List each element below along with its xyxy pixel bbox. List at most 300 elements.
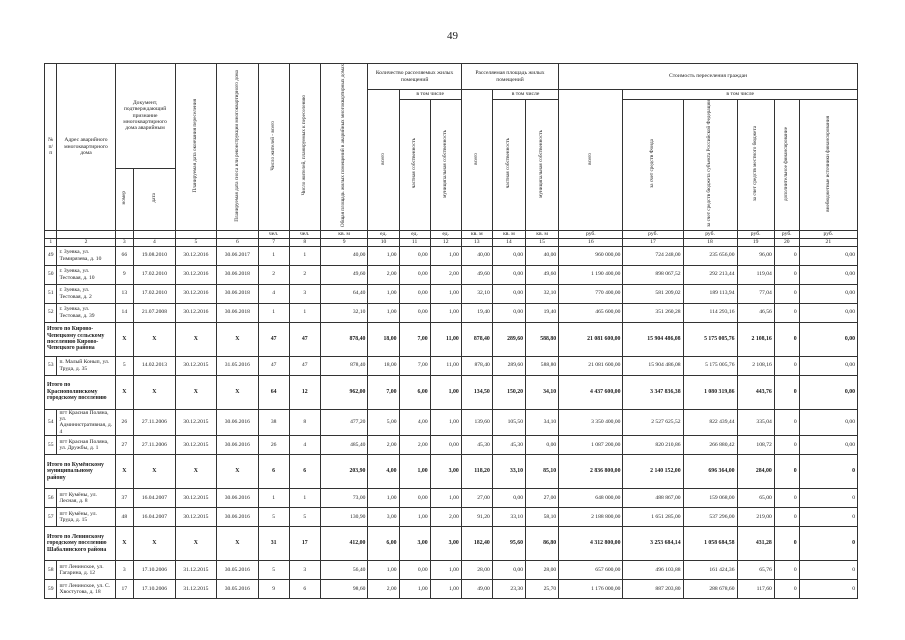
table-cell: 0 [774, 265, 799, 284]
unit-cell: руб. [737, 230, 774, 238]
table-cell: 58,10 [526, 508, 559, 527]
unit-cell: кв. м [492, 230, 525, 238]
table-cell: 1,00 [430, 580, 461, 599]
table-row [45, 580, 858, 599]
table-cell: 14.02.2013 [134, 356, 175, 375]
table-cell: 0,00 [399, 265, 430, 284]
table-cell: 1,00 [368, 284, 399, 303]
table-cell: 28,00 [461, 561, 492, 580]
address-cell: пгт Красная Поляна, ул. Административная, д. 4 [57, 409, 115, 436]
table-cell: 57 [45, 508, 57, 527]
table-cell: 0 [799, 489, 857, 508]
table-cell: 878,40 [461, 356, 492, 375]
table-cell: 0 [799, 508, 857, 527]
table-cell: 65,00 [737, 489, 774, 508]
header-rooms-private: частная собственность [399, 100, 430, 230]
table-cell: 32,10 [526, 284, 559, 303]
table-cell: 289,60 [492, 356, 525, 375]
table-cell: 0,00 [526, 436, 559, 455]
address-cell: г. Зуевка, ул. Тестовая, д. 39 [57, 303, 115, 322]
address-cell: пгт Ленинское, ул. Гагарина, д. 12 [57, 561, 115, 580]
table-cell: 31.05.2016 [217, 356, 258, 375]
table-cell: 820 210,86 [623, 436, 683, 455]
header-cost-fund: за счет средств Фонда [623, 100, 683, 230]
table-cell: 49,60 [526, 265, 559, 284]
table-cell: 45,30 [492, 436, 525, 455]
table-row [45, 246, 858, 265]
table-cell: 5 [115, 356, 134, 375]
table-cell: 0,00 [399, 284, 430, 303]
table-cell: 1,00 [368, 246, 399, 265]
subtotal-label: Итого по Кумёнскому муниципальному району [45, 455, 116, 489]
table-cell: 581 209,02 [623, 284, 683, 303]
table-cell: 18,00 [368, 356, 399, 375]
page-number: 49 [447, 30, 458, 42]
header-rooms-including: в том числе [399, 90, 461, 100]
table-cell: 31 [258, 527, 289, 561]
address-cell: п. Малый Конып, ул. Труда, д. 35 [57, 356, 115, 375]
table-cell: 55 [45, 436, 57, 455]
table-cell: 30.06.2018 [217, 265, 258, 284]
table-cell: 9 [115, 265, 134, 284]
table-cell: 27.11.2006 [134, 436, 175, 455]
table-cell: 0,00 [799, 284, 857, 303]
column-number: 2 [57, 238, 115, 246]
table-cell: 488 867,00 [623, 489, 683, 508]
table-cell: 3 253 684,14 [623, 527, 683, 561]
table-cell: X [115, 375, 134, 409]
table-cell: 49,00 [461, 580, 492, 599]
column-number: 15 [526, 238, 559, 246]
unit-cell: чел. [289, 230, 320, 238]
table-cell: 4 [289, 436, 320, 455]
table-cell: 4,00 [368, 455, 399, 489]
table-cell: 54 [45, 409, 57, 436]
column-number: 3 [115, 238, 134, 246]
table-cell: 21 081 600,00 [559, 356, 623, 375]
table-cell: 8 [289, 409, 320, 436]
table-cell: 288 678,60 [683, 580, 737, 599]
column-number: 19 [737, 238, 774, 246]
table-cell: 96,00 [737, 246, 774, 265]
column-number: 8 [289, 238, 320, 246]
unit-cell: ед. [368, 230, 399, 238]
table-cell: 1,00 [430, 246, 461, 265]
table-cell: 16.04.2007 [134, 489, 175, 508]
address-cell: пгт Кумёны, ул. Лесная, д. 8 [57, 489, 115, 508]
table-cell: 2 [258, 265, 289, 284]
table-cell: 13 [115, 284, 134, 303]
table-row [45, 303, 858, 322]
table-row [45, 409, 858, 436]
table-cell: 34,10 [526, 409, 559, 436]
table-cell: 0,00 [399, 246, 430, 265]
table-cell: 73,00 [320, 489, 368, 508]
table-cell: 0,00 [399, 561, 430, 580]
header-group-cost: Стоимость переселения граждан [559, 64, 858, 90]
table-cell: 878,40 [320, 356, 368, 375]
table-cell: 11,00 [430, 322, 461, 356]
table-cell: 150,20 [492, 375, 525, 409]
table-cell: 898 067,52 [623, 265, 683, 284]
table-cell: 4 [258, 284, 289, 303]
table-cell: 0,00 [799, 436, 857, 455]
table-cell: X [115, 455, 134, 489]
table-cell: 30.12.2015 [175, 508, 216, 527]
table-cell: 0 [774, 303, 799, 322]
table-cell: 1,00 [430, 561, 461, 580]
table-cell: 30.05.2016 [217, 561, 258, 580]
table-cell: 2 140 152,00 [623, 455, 683, 489]
table-cell: 5 175 005,76 [683, 322, 737, 356]
table-cell: 17.10.2006 [134, 561, 175, 580]
column-number: 14 [492, 238, 525, 246]
table-cell: 30.12.2015 [175, 489, 216, 508]
column-number: 10 [368, 238, 399, 246]
table-cell: 1 [258, 246, 289, 265]
table-cell: 0 [774, 527, 799, 561]
table-cell: 1,00 [430, 303, 461, 322]
table-cell: 1 058 684,58 [683, 527, 737, 561]
table-cell: 50 [45, 265, 57, 284]
header-address: Адрес аварийного многоквартирного дома [57, 64, 115, 231]
table-cell: 98,60 [320, 580, 368, 599]
table-cell: 3 347 836,38 [623, 375, 683, 409]
table-cell: X [134, 322, 175, 356]
header-planned-relocation: Планируемая дата окончания переселения [175, 64, 216, 231]
subtotal-label: Итого по Кирово-Чепецкому сельскому поселению Кирово-Чепецкого района [45, 322, 116, 356]
table-cell: 1,00 [399, 580, 430, 599]
table-cell: 6 [289, 580, 320, 599]
table-cell: 0 [774, 455, 799, 489]
subtotal-row [45, 322, 858, 356]
table-cell: 161 424,36 [683, 561, 737, 580]
table-cell: 0,00 [799, 322, 857, 356]
table-cell: 16.04.2007 [134, 508, 175, 527]
table-cell: 130,90 [320, 508, 368, 527]
table-cell: 2 836 800,00 [559, 455, 623, 489]
table-cell: 289,60 [492, 322, 525, 356]
table-cell: 648 000,00 [559, 489, 623, 508]
table-cell: 0,00 [799, 375, 857, 409]
table-cell: 2 188 800,00 [559, 508, 623, 527]
table-cell: 0 [774, 356, 799, 375]
table-cell: 496 103,88 [623, 561, 683, 580]
table-cell: 696 364,00 [683, 455, 737, 489]
address-cell: г. Зуевка, ул. Тимирязева, д. 10 [57, 246, 115, 265]
table-cell: 30.12.2016 [175, 284, 216, 303]
table-cell: 588,80 [526, 322, 559, 356]
header-cost-extra: дополнительное финансирование [774, 100, 799, 230]
column-number: 4 [134, 238, 175, 246]
table-cell: 30.06.2018 [217, 303, 258, 322]
table-cell: 0 [774, 508, 799, 527]
table-cell: 19,40 [526, 303, 559, 322]
table-cell: 412,00 [320, 527, 368, 561]
table-cell: 30.12.2015 [175, 409, 216, 436]
table-cell: 3 [115, 561, 134, 580]
table-cell: 17.10.2006 [134, 580, 175, 599]
table-cell: 3,00 [368, 508, 399, 527]
table-cell: 2,00 [368, 265, 399, 284]
table-cell: 5 [258, 561, 289, 580]
column-number: 12 [430, 238, 461, 246]
header-area-municipal: муниципальная собственность [526, 100, 559, 230]
table-cell: 822 439,44 [683, 409, 737, 436]
table-cell: 19.08.2010 [134, 246, 175, 265]
table-cell: 30.06.2016 [217, 409, 258, 436]
table-cell: 0 [774, 284, 799, 303]
table-cell: X [217, 375, 258, 409]
table-cell: 6 [258, 455, 289, 489]
table-cell: 17.02.2010 [134, 265, 175, 284]
table-cell: 1 [289, 303, 320, 322]
subtotal-row [45, 375, 858, 409]
table-cell: 30.06.2018 [217, 284, 258, 303]
table-cell: 91,20 [461, 508, 492, 527]
table-cell: 15 904 486,08 [623, 356, 683, 375]
table-row [45, 356, 858, 375]
table-cell: 40,00 [320, 246, 368, 265]
table-cell: 3 [289, 561, 320, 580]
table-cell: 485,40 [320, 436, 368, 455]
table-cell: 1,00 [430, 489, 461, 508]
table-cell: 105,50 [492, 409, 525, 436]
table-cell: 58 [45, 561, 57, 580]
header-doc-number: номер [115, 168, 134, 230]
header-document: Документ, подтверждающий признание многоквартирного дома аварийным [115, 64, 175, 169]
table-row [45, 265, 858, 284]
table-cell: 1,00 [430, 409, 461, 436]
table-cell: 49,60 [320, 265, 368, 284]
table-cell: 537 296,00 [683, 508, 737, 527]
table-cell: 0,00 [430, 436, 461, 455]
table-cell: 878,40 [320, 322, 368, 356]
table-cell: 0,00 [492, 303, 525, 322]
table-cell: X [134, 455, 175, 489]
table-cell: 465 600,00 [559, 303, 623, 322]
table-cell: 64 [258, 375, 289, 409]
header-rooms-municipal: муниципальная собственность [430, 100, 461, 230]
table-cell: 30.12.2016 [175, 246, 216, 265]
table-cell: 3,00 [430, 527, 461, 561]
table-cell: 0,00 [399, 303, 430, 322]
table-cell: 3,00 [399, 527, 430, 561]
table-cell: 1 [289, 246, 320, 265]
table-cell: 588,80 [526, 356, 559, 375]
table-cell: 51 [45, 284, 57, 303]
unit-cell: ед. [430, 230, 461, 238]
table-cell: 15 904 486,08 [623, 322, 683, 356]
table-cell: 31.12.2015 [175, 580, 216, 599]
subtotal-label: Итого по Краснополянскому городскому поселению [45, 375, 116, 409]
address-cell: пгт Ленинское, ул. С. Хвостугова, д. 18 [57, 580, 115, 599]
table-cell: 351 260,28 [623, 303, 683, 322]
table-cell: 47 [289, 356, 320, 375]
table-row [45, 508, 858, 527]
table-cell: 5 175 005,76 [683, 356, 737, 375]
table-cell: 33,10 [492, 455, 525, 489]
header-residents: Число жителей - всего [258, 64, 289, 231]
table-cell: X [134, 375, 175, 409]
table-cell: 18,00 [368, 322, 399, 356]
unit-cell: руб. [774, 230, 799, 238]
table-cell: 7,00 [368, 375, 399, 409]
table-cell: 0 [774, 246, 799, 265]
header-planned-demolition: Планируемая дата сноса или реконструкции многоквартирного дома [217, 64, 258, 231]
table-cell: 59 [45, 580, 57, 599]
table-cell: 0,00 [799, 265, 857, 284]
table-cell: 1 [289, 489, 320, 508]
table-cell: 0 [774, 409, 799, 436]
column-number: 18 [683, 238, 737, 246]
table-cell: 139,60 [461, 409, 492, 436]
header-area-private: частная собственность [492, 100, 525, 230]
table-cell: 3 350 400,00 [559, 409, 623, 436]
table-cell: 0 [799, 561, 857, 580]
table-cell: 28,00 [526, 561, 559, 580]
table-cell: 1 651 285,00 [623, 508, 683, 527]
table-cell: 4 312 800,00 [559, 527, 623, 561]
table-cell: 1 190 400,00 [559, 265, 623, 284]
table-cell: 40,00 [526, 246, 559, 265]
table-cell: 5 [258, 508, 289, 527]
unit-cell: руб. [799, 230, 857, 238]
table-cell: 86,80 [526, 527, 559, 561]
table-cell: 118,20 [461, 455, 492, 489]
table-cell: 27,00 [461, 489, 492, 508]
table-cell: 0 [799, 455, 857, 489]
table-row [45, 436, 858, 455]
table-cell: 30.12.2015 [175, 436, 216, 455]
table-cell: X [115, 527, 134, 561]
unit-cell: кв. м [526, 230, 559, 238]
table-cell: 17.02.2010 [134, 284, 175, 303]
unit-cell: ед. [399, 230, 430, 238]
table-cell: 1,00 [430, 375, 461, 409]
header-cost-including: в том числе [623, 90, 858, 100]
table-cell: 1 176 000,00 [559, 580, 623, 599]
column-number: 9 [320, 238, 368, 246]
table-cell: 25,70 [526, 580, 559, 599]
header-cost-total: всего [559, 90, 623, 231]
table-cell: 77,04 [737, 284, 774, 303]
table-cell: 17 [289, 527, 320, 561]
column-number: 20 [774, 238, 799, 246]
table-cell: 0,00 [799, 356, 857, 375]
header-cost-local: за счет средств местного бюджета [737, 100, 774, 230]
table-cell: 1 [258, 303, 289, 322]
table-cell: 47 [258, 356, 289, 375]
table-cell: X [175, 455, 216, 489]
table-cell: 26 [258, 436, 289, 455]
table-cell: X [217, 455, 258, 489]
table-cell: 5,00 [368, 409, 399, 436]
table-cell: 1 [258, 489, 289, 508]
address-cell: пгт Кумёны, ул. Труда, д. 15 [57, 508, 115, 527]
table-cell: 292 213,44 [683, 265, 737, 284]
table-cell: 114 293,16 [683, 303, 737, 322]
unit-cell: кв. м [320, 230, 368, 238]
table-cell: 1 087 200,00 [559, 436, 623, 455]
table-cell: 34,10 [526, 375, 559, 409]
table-cell: 477,20 [320, 409, 368, 436]
table-cell: 0,00 [799, 246, 857, 265]
table-cell: 219,00 [737, 508, 774, 527]
table-cell: 21.07.2008 [134, 303, 175, 322]
table-cell: 2 108,16 [737, 356, 774, 375]
table-cell: 108,72 [737, 436, 774, 455]
unit-cell: руб. [623, 230, 683, 238]
table-cell: 0 [799, 527, 857, 561]
table-cell: 30.12.2016 [175, 265, 216, 284]
table-cell: 1,00 [368, 561, 399, 580]
table-cell: 30.06.2017 [217, 246, 258, 265]
table-cell: 30.12.2015 [175, 356, 216, 375]
column-number: 6 [217, 238, 258, 246]
table-cell: X [217, 322, 258, 356]
table-cell: 2 527 625,52 [623, 409, 683, 436]
column-number: 5 [175, 238, 216, 246]
table-cell: 0 [774, 561, 799, 580]
table-cell: 2 [289, 265, 320, 284]
address-cell: г. Зуевка, ул. Тестовая, д. 10 [57, 265, 115, 284]
table-cell: 0,00 [799, 409, 857, 436]
header-total-area: Общая площадь жилых помещений в аварийных многоквартирных домах [320, 64, 368, 231]
table-cell: 47 [258, 322, 289, 356]
table-cell: 0 [774, 436, 799, 455]
table-cell: 2,00 [430, 508, 461, 527]
unit-cell: руб. [683, 230, 737, 238]
table-cell: 27,00 [526, 489, 559, 508]
table-cell: 0,00 [492, 561, 525, 580]
table-cell: 48 [115, 508, 134, 527]
table-cell: 37 [115, 489, 134, 508]
table-cell: 203,90 [320, 455, 368, 489]
unit-cell: руб. [559, 230, 623, 238]
table-cell: 14 [115, 303, 134, 322]
column-number: 1 [45, 238, 57, 246]
table-cell: 657 600,00 [559, 561, 623, 580]
table-cell: 32,10 [320, 303, 368, 322]
table-cell: 335,04 [737, 409, 774, 436]
table-cell: 31.12.2015 [175, 561, 216, 580]
column-number: 17 [623, 238, 683, 246]
table-cell: 0 [799, 580, 857, 599]
table-cell: 21 081 600,00 [559, 322, 623, 356]
table-cell: 235 656,00 [683, 246, 737, 265]
column-number: 11 [399, 238, 430, 246]
subtotal-row [45, 455, 858, 489]
header-group-rooms: Количество расселяемых жилых помещений [368, 64, 461, 90]
table-cell: 0,00 [799, 303, 857, 322]
table-cell: 1 080 319,86 [683, 375, 737, 409]
table-cell: 47 [289, 322, 320, 356]
table-cell: 2,00 [368, 580, 399, 599]
table-cell: 0,00 [492, 284, 525, 303]
header-cost-subject: за счет средств бюджета субъекта Российской Федерации [683, 100, 737, 230]
table-cell: 3,00 [430, 455, 461, 489]
table-cell: X [175, 375, 216, 409]
table-cell: 443,76 [737, 375, 774, 409]
table-cell: 56 [45, 489, 57, 508]
subtotal-row [45, 527, 858, 561]
table-cell: 284,00 [737, 455, 774, 489]
table-cell: 0 [774, 580, 799, 599]
table-cell: 770 400,00 [559, 284, 623, 303]
subtotal-label: Итого по Ленинскому городскому поселению Шабалинского района [45, 527, 116, 561]
table-cell: X [115, 322, 134, 356]
